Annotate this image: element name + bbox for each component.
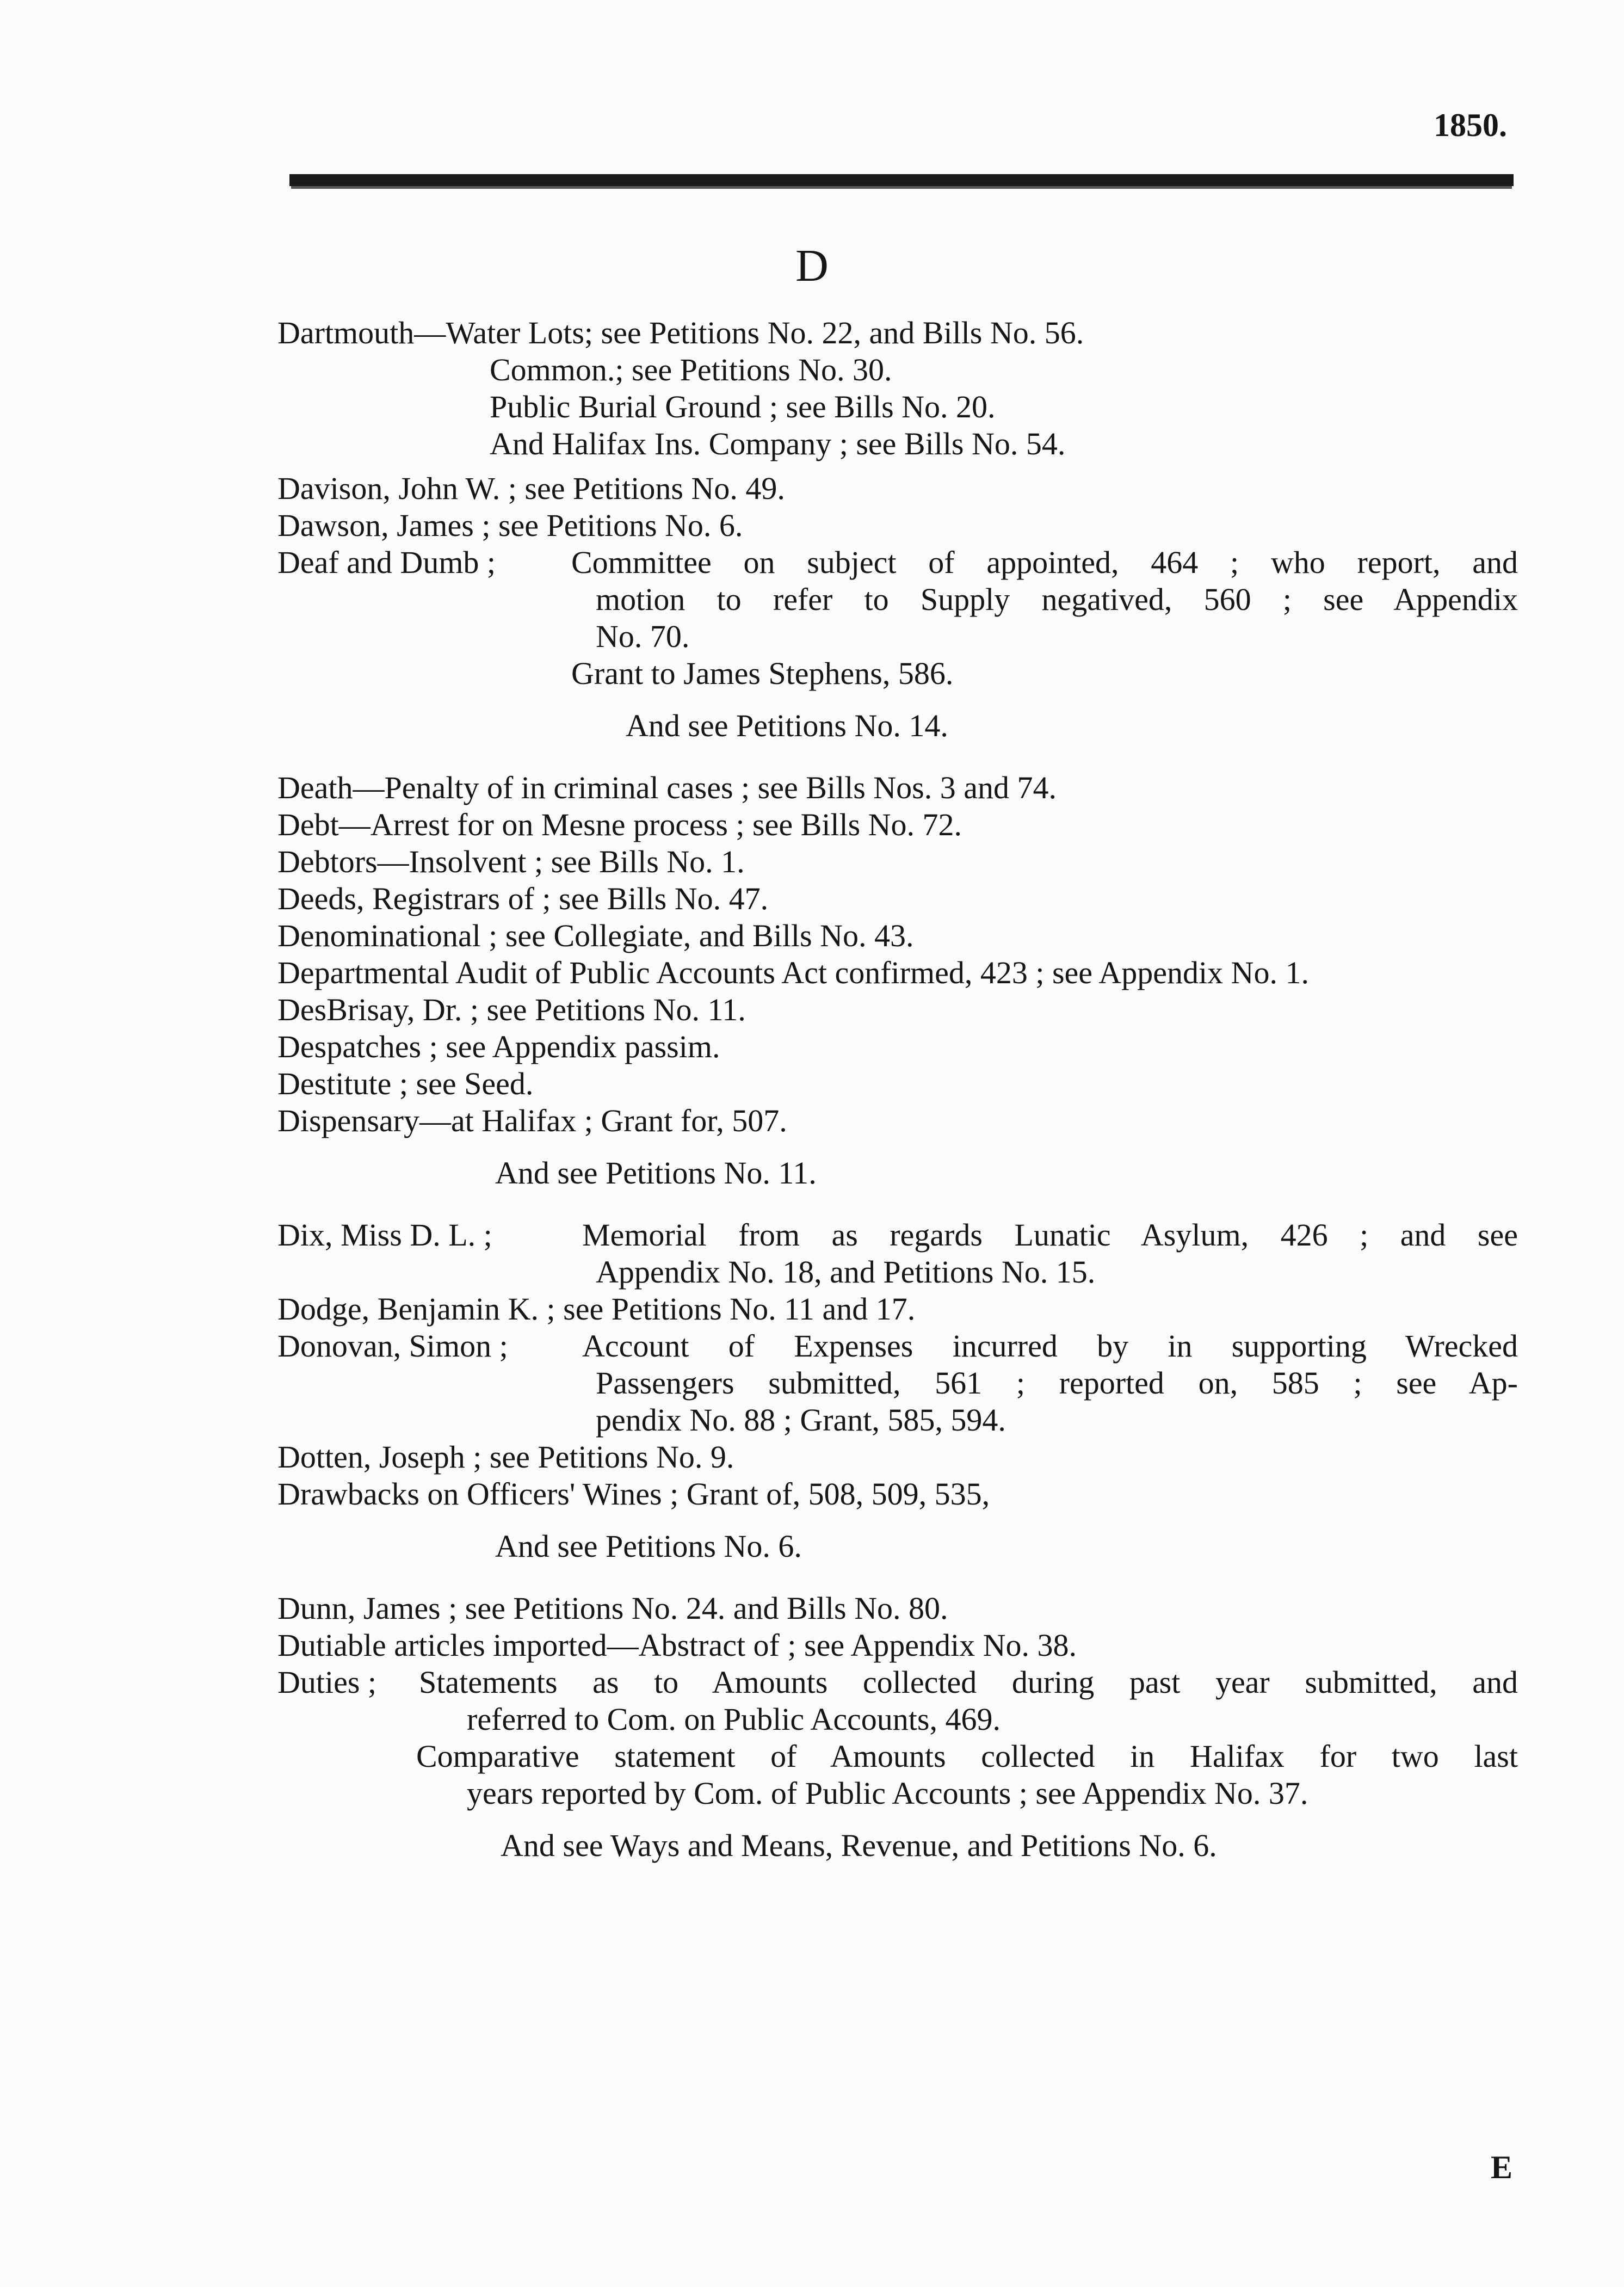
catchword: E xyxy=(1490,2149,1512,2185)
see-also: And see Petitions No. 11. xyxy=(495,1155,817,1191)
index-entry: Dutiable articles imported—Abstract of ; see Appendix No. 38. xyxy=(277,1628,1077,1663)
section-letter: D xyxy=(795,241,829,291)
index-entry: Davison, John W. ; see Petitions No. 49. xyxy=(277,471,785,506)
see-also: And see Petitions No. 14. xyxy=(626,708,948,743)
index-entry: Dawson, James ; see Petitions No. 6. xyxy=(277,508,743,543)
index-entry: Dunn, James ; see Petitions No. 24. and Bills No. 80. xyxy=(277,1591,948,1626)
index-entry: Dix, Miss D. L. ; Memorial from as regards Lunatic Asylum, 426 ; and see xyxy=(277,1217,1518,1253)
page-year: 1850. xyxy=(1434,107,1507,143)
index-entry: Dodge, Benjamin K. ; see Petitions No. 11 and 17. xyxy=(277,1291,916,1327)
index-subentry: And Halifax Ins. Company ; see Bills No. 54. xyxy=(490,426,1066,461)
index-entry: Donovan, Simon ; Account of Expenses incurred by in supporting Wrecked xyxy=(277,1328,1518,1364)
index-entry-continuation: Appendix No. 18, and Petitions No. 15. xyxy=(596,1254,1096,1290)
index-subentry-continuation: years reported by Com. of Public Accounts ; see Appendix No. 37. xyxy=(467,1776,1308,1811)
index-entry: DesBrisay, Dr. ; see Petitions No. 11. xyxy=(277,992,746,1027)
index-subentry: Grant to James Stephens, 586. xyxy=(571,656,954,691)
header-rule xyxy=(289,174,1514,186)
index-entry: Death—Penalty of in criminal cases ; see Bills Nos. 3 and 74. xyxy=(277,770,1057,805)
index-entries xyxy=(277,315,1518,1864)
index-subentry: Comparative statement of Amounts collected in Halifax for two last xyxy=(416,1739,1518,1774)
index-entry: Denominational ; see Collegiate, and Bills No. 43. xyxy=(277,918,914,953)
index-entry-continuation: referred to Com. on Public Accounts, 469. xyxy=(467,1702,1001,1737)
index-entry: Duties ; Statements as to Amounts collected during past year submitted, and xyxy=(277,1665,1518,1700)
index-subentry: Public Burial Ground ; see Bills No. 20. xyxy=(490,389,996,424)
index-entry: Departmental Audit of Public Accounts Act confirmed, 423 ; see Appendix No. 1. xyxy=(277,955,1309,990)
index-entry: Drawbacks on Officers' Wines ; Grant of, 508, 509, 535, xyxy=(277,1476,990,1512)
index-entry: Debtors—Insolvent ; see Bills No. 1. xyxy=(277,844,745,879)
index-entry: Debt—Arrest for on Mesne process ; see Bills No. 72. xyxy=(277,807,962,842)
index-entry: Dartmouth—Water Lots; see Petitions No. 22, and Bills No. 56. xyxy=(277,315,1084,350)
index-entry: Deaf and Dumb ; Committee on subject of appointed, 464 ; who report, and xyxy=(277,545,1518,580)
index-subentry: Common.; see Petitions No. 30. xyxy=(490,352,892,387)
index-entry: Dispensary—at Halifax ; Grant for, 507. xyxy=(277,1103,787,1138)
index-entry-continuation: Passengers submitted, 561 ; reported on, 585 ; see Ap- pendix No. 88 ; Grant, 585, 594. xyxy=(596,1365,1518,1438)
index-entry: Dotten, Joseph ; see Petitions No. 9. xyxy=(277,1439,734,1475)
see-also: And see Ways and Means, Revenue, and Petitions No. 6. xyxy=(501,1828,1217,1863)
index-entry: Destitute ; see Seed. xyxy=(277,1066,534,1101)
index-entry: Despatches ; see Appendix passim. xyxy=(277,1029,720,1064)
index-entry-continuation: motion to refer to Supply negatived, 560 ; see Appendix No. 70. xyxy=(596,582,1518,654)
index-entry: Deeds, Registrars of ; see Bills No. 47. xyxy=(277,881,769,916)
see-also: And see Petitions No. 6. xyxy=(495,1528,802,1564)
